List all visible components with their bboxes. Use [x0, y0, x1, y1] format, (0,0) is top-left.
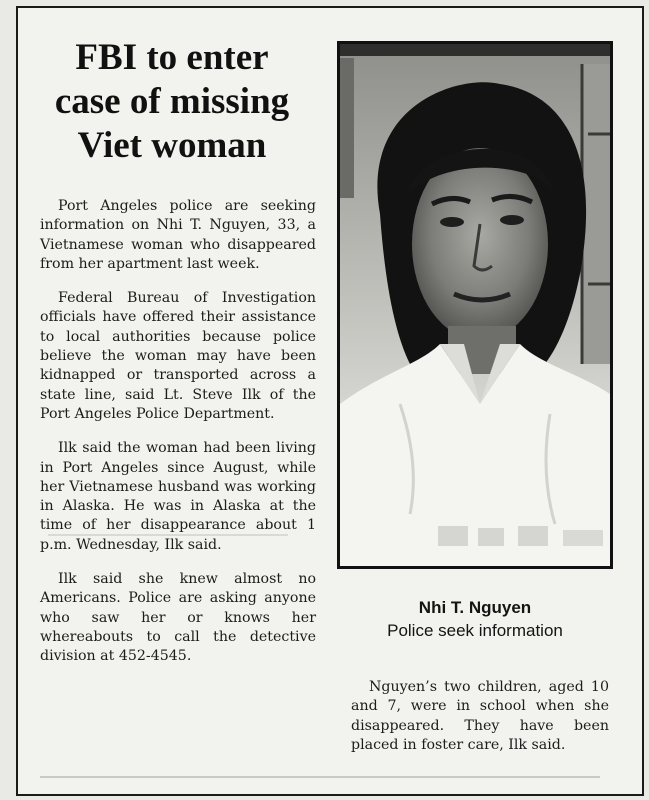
bottom-rule [40, 776, 600, 778]
headline-line-2: case of missing [54, 81, 290, 122]
article-paragraph: Ilk said she knew almost no Americans. Police are asking anyone who saw her or knows her whereabouts to call the detective division at 452-4545. [40, 571, 316, 665]
photo-caption-name: Nhi T. Nguyen [418, 598, 532, 617]
photo-caption-subtitle: Police seek information [387, 621, 563, 640]
article-paragraph: Nguyen’s two children, aged 10 and 7, were in school when she disappeared. They have been placed in foster care, Ilk said. [351, 679, 609, 753]
portrait-photo [337, 41, 613, 569]
headline [22, 36, 322, 168]
headline-line-1: FBI to enter [75, 37, 269, 78]
article-paragraph: Ilk said the woman had been living in Port Angeles since August, while her Vietnamese husband was working in Alaska. He was in Alaska at the time of her disappearance about 1 p.m. Wednesday, Ilk said. [40, 440, 316, 553]
article-paragraph: Port Angeles police are seeking information on Nhi T. Nguyen, 33, a Vietnamese woman who disappeared from her apartment last week. [40, 198, 316, 272]
article-paragraph: Federal Bureau of Investigation officials have offered their assistance to local authorities because police believe the woman may have been kidnapped or transported across a state line, said Lt. Steve Ilk of the Port Angeles Police Department. [40, 290, 316, 422]
portrait-image [340, 44, 610, 566]
article-body-right-column [351, 678, 609, 770]
article-body-left-column [40, 197, 316, 682]
headline-line-3: Viet woman [77, 125, 267, 166]
